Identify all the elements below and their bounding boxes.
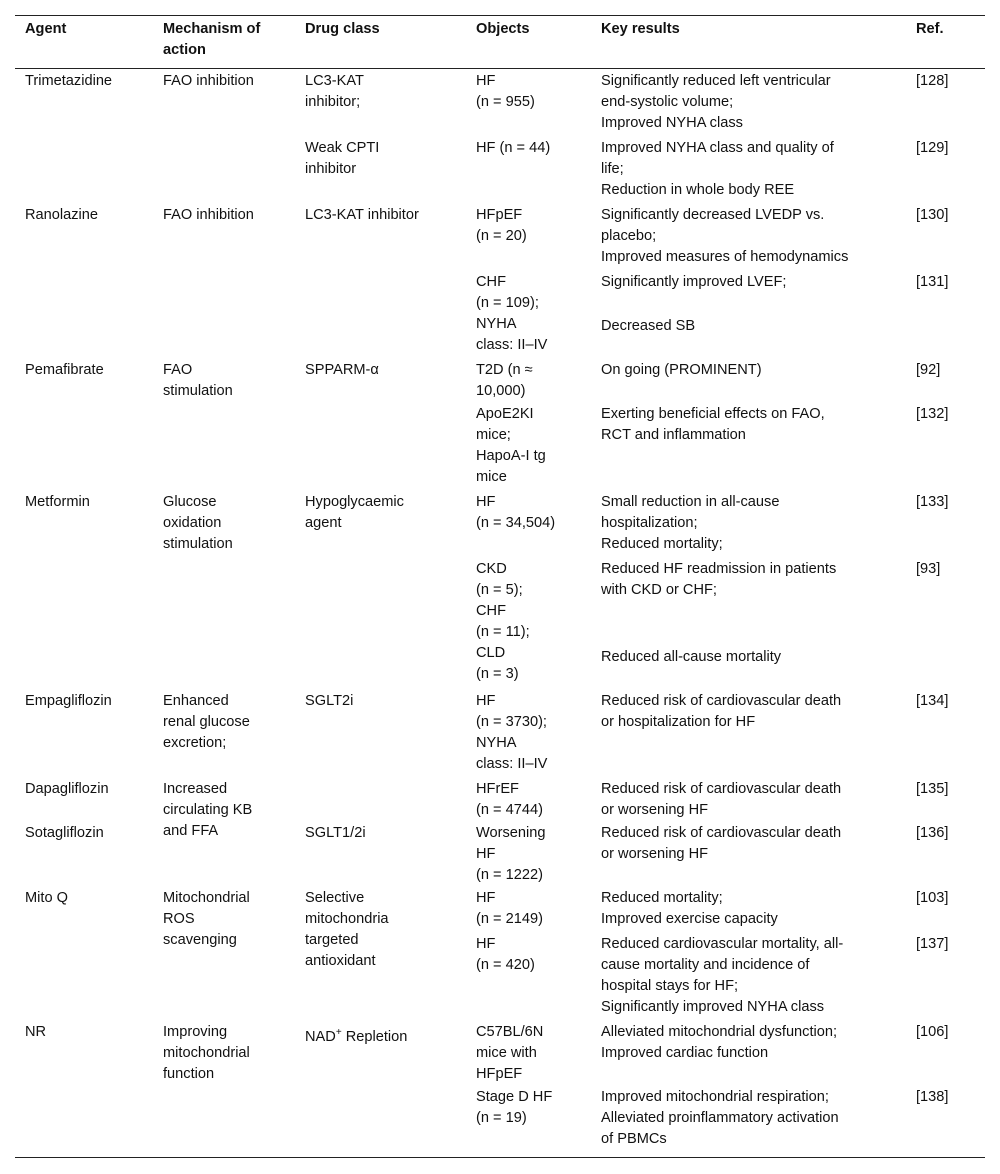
cell-mechanism: scavenging	[163, 932, 237, 948]
cell-ref: [106]	[916, 1024, 949, 1040]
cell-objects: (n = 1222)	[476, 867, 543, 883]
cell-mechanism: function	[163, 1066, 215, 1082]
cell-ref: [137]	[916, 936, 949, 952]
cell-agent: Dapagliflozin	[25, 781, 109, 797]
cell-key-results: RCT and inflammation	[601, 427, 746, 443]
cell-key-results: Reduced risk of cardiovascular death	[601, 693, 842, 709]
cell-key-results: Reduced mortality;	[601, 536, 723, 552]
drug-class-text: NAD	[305, 1028, 336, 1045]
cell-key-results: or worsening HF	[601, 846, 709, 862]
cell-objects: (n = 11);	[476, 624, 530, 640]
cell-drug-class: mitochondria	[305, 911, 389, 927]
cell-key-results: Significantly reduced left ventricular	[601, 73, 831, 89]
cell-key-results: of PBMCs	[601, 1131, 667, 1147]
cell-objects: (n = 20)	[476, 228, 527, 244]
cell-objects: (n = 3)	[476, 666, 519, 682]
header-agent: Agent	[25, 21, 67, 37]
header-objects: Objects	[476, 21, 530, 37]
cell-key-results: hospital stays for HF;	[601, 978, 739, 994]
cell-objects: HFpEF	[476, 1066, 523, 1082]
cell-ref: [133]	[916, 494, 949, 510]
cell-key-results: Improved NYHA class and quality of	[601, 140, 834, 156]
cell-objects: HFpEF	[476, 207, 523, 223]
cell-objects: (n = 3730);	[476, 714, 547, 730]
cell-key-results: cause mortality and incidence of	[601, 957, 810, 973]
cell-objects: Stage D HF	[476, 1089, 553, 1105]
cell-agent: Metformin	[25, 494, 90, 510]
cell-mechanism: oxidation	[163, 515, 222, 531]
cell-key-results: or worsening HF	[601, 802, 709, 818]
bottom-rule	[15, 1157, 985, 1158]
cell-mechanism: ROS	[163, 911, 195, 927]
cell-objects: ApoE2KI	[476, 406, 534, 422]
header-key-results: Key results	[601, 21, 680, 37]
header-ref: Ref.	[916, 21, 944, 37]
cell-key-results: Significantly improved NYHA class	[601, 999, 825, 1015]
top-rule	[15, 15, 985, 16]
cell-mechanism: FAO inhibition	[163, 207, 254, 223]
cell-mechanism: excretion;	[163, 735, 227, 751]
cell-ref: [136]	[916, 825, 949, 841]
cell-objects: HF	[476, 936, 496, 952]
cell-objects: HapoA-I tg	[476, 448, 546, 464]
cell-mechanism: and FFA	[163, 823, 219, 839]
cell-mechanism: stimulation	[163, 383, 233, 399]
cell-key-results: Significantly decreased LVEDP vs.	[601, 207, 825, 223]
cell-objects: CHF	[476, 603, 506, 619]
cell-objects: mice;	[476, 427, 511, 443]
cell-key-results: Reduced all-cause mortality	[601, 649, 782, 665]
cell-key-results: Improved exercise capacity	[601, 911, 778, 927]
cell-objects: mice with	[476, 1045, 537, 1061]
cell-key-results: Improved NYHA class	[601, 115, 743, 131]
cell-mechanism: Increased	[163, 781, 228, 797]
cell-agent: Sotagliflozin	[25, 825, 104, 841]
cell-objects: NYHA	[476, 316, 517, 332]
cell-key-results: Reduction in whole body REE	[601, 182, 795, 198]
cell-drug-class: LC3-KAT inhibitor	[305, 207, 419, 223]
cell-ref: [134]	[916, 693, 949, 709]
cell-drug-class: SGLT2i	[305, 693, 354, 709]
cell-key-results: Exerting beneficial effects on FAO,	[601, 406, 825, 422]
cell-ref: [129]	[916, 140, 949, 156]
cell-key-results: life;	[601, 161, 624, 177]
cell-ref: [128]	[916, 73, 949, 89]
cell-objects: HFrEF	[476, 781, 519, 797]
cell-key-results: Alleviated proinflammatory activation	[601, 1110, 839, 1126]
cell-objects: 10,000)	[476, 383, 526, 399]
cell-ref: [92]	[916, 362, 941, 378]
cell-drug-class: SPPARM-α	[305, 362, 379, 378]
cell-key-results: Alleviated mitochondrial dysfunction;	[601, 1024, 838, 1040]
cell-key-results: Reduced cardiovascular mortality, all-	[601, 936, 844, 952]
cell-drug-class: inhibitor	[305, 161, 357, 177]
cell-ref: [132]	[916, 406, 949, 422]
cell-key-results: Improved cardiac function	[601, 1045, 769, 1061]
cell-mechanism: FAO	[163, 362, 193, 378]
cell-objects: (n = 19)	[476, 1110, 527, 1126]
cell-mechanism: stimulation	[163, 536, 233, 552]
cell-key-results: with CKD or CHF;	[601, 582, 717, 598]
cell-drug-class: Hypoglycaemic	[305, 494, 404, 510]
cell-key-results: Small reduction in all-cause	[601, 494, 780, 510]
header-mechanism: action	[163, 42, 206, 58]
cell-objects: HF	[476, 846, 496, 862]
cell-mechanism: mitochondrial	[163, 1045, 250, 1061]
cell-objects: (n = 4744)	[476, 802, 543, 818]
cell-key-results: placebo;	[601, 228, 657, 244]
cell-drug-class: Weak CPTI	[305, 140, 380, 156]
cell-objects: mice	[476, 469, 507, 485]
cell-drug-class: agent	[305, 515, 342, 531]
drug-class-superscript: +	[335, 1027, 342, 1038]
cell-key-results: Improved measures of hemodynamics	[601, 249, 849, 265]
cell-key-results: Reduced risk of cardiovascular death	[601, 781, 842, 797]
cell-ref: [93]	[916, 561, 941, 577]
header-mechanism: Mechanism of	[163, 21, 261, 37]
cell-drug-class: inhibitor;	[305, 94, 361, 110]
cell-key-results: hospitalization;	[601, 515, 698, 531]
cell-objects: HF (n = 44)	[476, 140, 551, 156]
cell-key-results: Decreased SB	[601, 318, 696, 334]
cell-agent: NR	[25, 1024, 47, 1040]
cell-objects: class: II–IV	[476, 756, 548, 772]
cell-drug-class: SGLT1/2i	[305, 825, 366, 841]
cell-mechanism: circulating KB	[163, 802, 253, 818]
cell-ref: [130]	[916, 207, 949, 223]
cell-objects: (n = 109);	[476, 295, 539, 311]
cell-objects: HF	[476, 494, 496, 510]
cell-objects: (n = 34,504)	[476, 515, 556, 531]
cell-agent: Empagliflozin	[25, 693, 112, 709]
cell-objects: CHF	[476, 274, 506, 290]
header-drug-class: Drug class	[305, 21, 380, 37]
cell-ref: [131]	[916, 274, 949, 290]
cell-mechanism: Enhanced	[163, 693, 229, 709]
cell-objects: Worsening	[476, 825, 546, 841]
cell-drug-class	[305, 1022, 407, 1048]
cell-drug-class: Selective	[305, 890, 365, 906]
cell-mechanism: FAO inhibition	[163, 73, 254, 89]
cell-key-results: Improved mitochondrial respiration;	[601, 1089, 829, 1105]
cell-key-results: Reduced HF readmission in patients	[601, 561, 837, 577]
cell-objects: (n = 955)	[476, 94, 535, 110]
cell-key-results: Reduced mortality;	[601, 890, 723, 906]
cell-mechanism: Glucose	[163, 494, 217, 510]
cell-objects: CLD	[476, 645, 506, 661]
cell-mechanism: Improving	[163, 1024, 228, 1040]
cell-key-results: On going (PROMINENT)	[601, 362, 762, 378]
cell-agent: Ranolazine	[25, 207, 99, 223]
cell-objects: class: II–IV	[476, 337, 548, 353]
cell-mechanism: Mitochondrial	[163, 890, 250, 906]
cell-objects: NYHA	[476, 735, 517, 751]
cell-key-results: Reduced risk of cardiovascular death	[601, 825, 842, 841]
cell-agent: Pemafibrate	[25, 362, 104, 378]
cell-objects: HF	[476, 693, 496, 709]
cell-mechanism: renal glucose	[163, 714, 250, 730]
cell-ref: [103]	[916, 890, 949, 906]
cell-objects: (n = 5);	[476, 582, 523, 598]
cell-ref: [138]	[916, 1089, 949, 1105]
header-rule	[15, 68, 985, 69]
cell-objects: (n = 420)	[476, 957, 535, 973]
cell-agent: Mito Q	[25, 890, 68, 906]
cell-objects: (n = 2149)	[476, 911, 543, 927]
cell-key-results: end-systolic volume;	[601, 94, 734, 110]
cell-drug-class: antioxidant	[305, 953, 376, 969]
cell-agent: Trimetazidine	[25, 73, 113, 89]
cell-objects: HF	[476, 73, 496, 89]
cell-key-results: Significantly improved LVEF;	[601, 274, 787, 290]
cell-drug-class: targeted	[305, 932, 359, 948]
cell-objects: CKD	[476, 561, 507, 577]
cell-objects: C57BL/6N	[476, 1024, 544, 1040]
cell-objects: HF	[476, 890, 496, 906]
cell-objects: T2D (n ≈	[476, 362, 533, 378]
cell-ref: [135]	[916, 781, 949, 797]
cell-key-results: or hospitalization for HF	[601, 714, 756, 730]
cell-drug-class: LC3-KAT	[305, 73, 364, 89]
drug-class-text: Repletion	[341, 1028, 408, 1045]
